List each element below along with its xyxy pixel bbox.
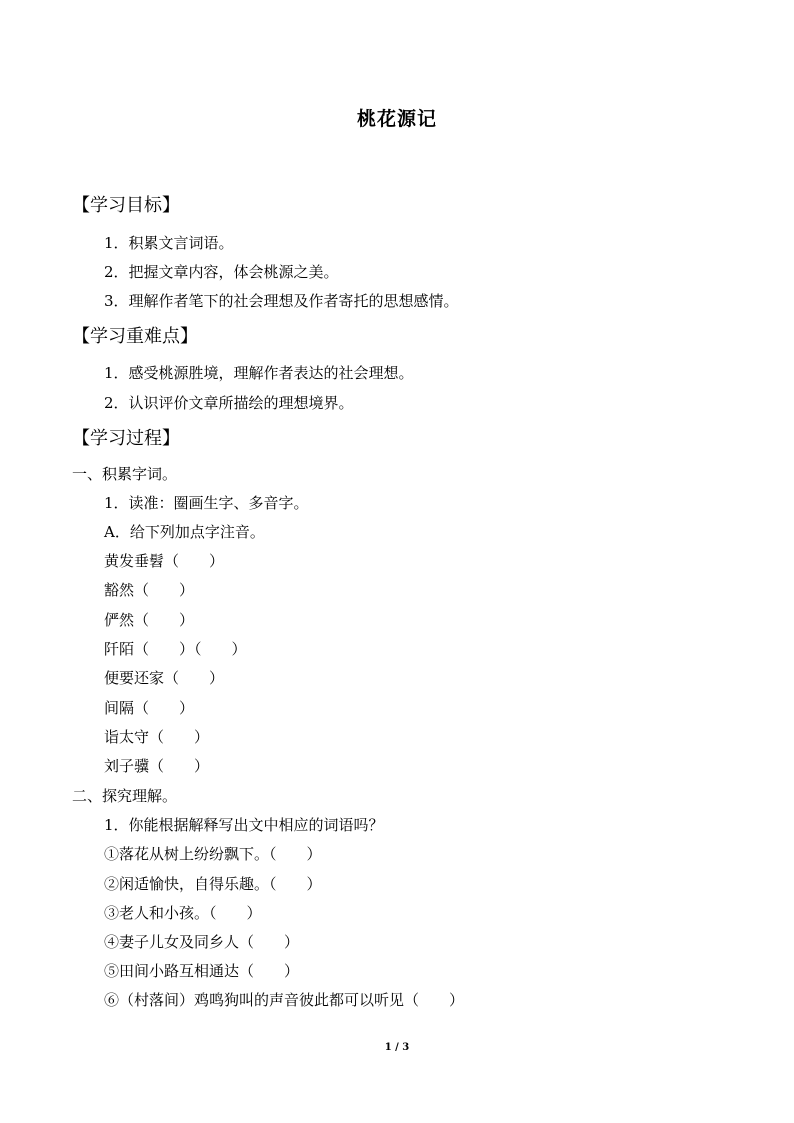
objective-item: 3．理解作者笔下的社会理想及作者寄托的思想感情。 xyxy=(104,292,459,310)
word-item: 间隔（ ） xyxy=(104,699,195,717)
word-item: 豁然（ ） xyxy=(104,581,195,599)
key-point-item: 1．感受桃源胜境，理解作者表达的社会理想。 xyxy=(104,364,414,382)
part1-title: 一、积累字词。 xyxy=(72,465,178,483)
key-points-heading: 【学习重难点】 xyxy=(72,326,198,347)
word-item: 便要还家（ ） xyxy=(104,669,225,687)
process-heading: 【学习过程】 xyxy=(72,428,180,449)
word-item: 阡陌（ ）（ ） xyxy=(104,640,247,658)
definition-item: ②闲适愉快，自得乐趣。（ ） xyxy=(104,875,322,893)
objective-item: 2．把握文章内容，体会桃源之美。 xyxy=(104,263,339,281)
document-title: 桃花源记 xyxy=(356,108,437,130)
key-point-item: 2．认识评价文章所描绘的理想境界。 xyxy=(104,394,354,412)
objective-item: 1．积累文言词语。 xyxy=(104,234,234,252)
definition-item: ①落花从树上纷纷飘下。（ ） xyxy=(104,845,322,863)
definition-item: ③老人和小孩。（ ） xyxy=(104,904,262,922)
objectives-heading: 【学习目标】 xyxy=(72,195,180,216)
definition-item: ④妻子儿女及同乡人（ ） xyxy=(104,933,300,951)
word-item: 刘子骥（ ） xyxy=(104,757,210,775)
part2-question-1: 1．你能根据解释写出文中相应的词语吗？ xyxy=(104,816,384,834)
definition-item: ⑥（村落间）鸡鸣狗叫的声音彼此都可以听见（ ） xyxy=(104,991,465,1009)
part1-question-a: A．给下列加点字注音。 xyxy=(104,523,265,541)
word-item: 黄发垂髫（ ） xyxy=(104,552,225,570)
word-item: 俨然（ ） xyxy=(104,611,195,629)
part1-question-1: 1．读准：圈画生字、多音字。 xyxy=(104,494,309,512)
definition-item: ⑤田间小路互相通达（ ） xyxy=(104,962,300,980)
word-item: 诣太守（ ） xyxy=(104,728,210,746)
part2-title: 二、探究理解。 xyxy=(72,787,178,805)
page-number: 1 / 3 xyxy=(384,1042,410,1053)
